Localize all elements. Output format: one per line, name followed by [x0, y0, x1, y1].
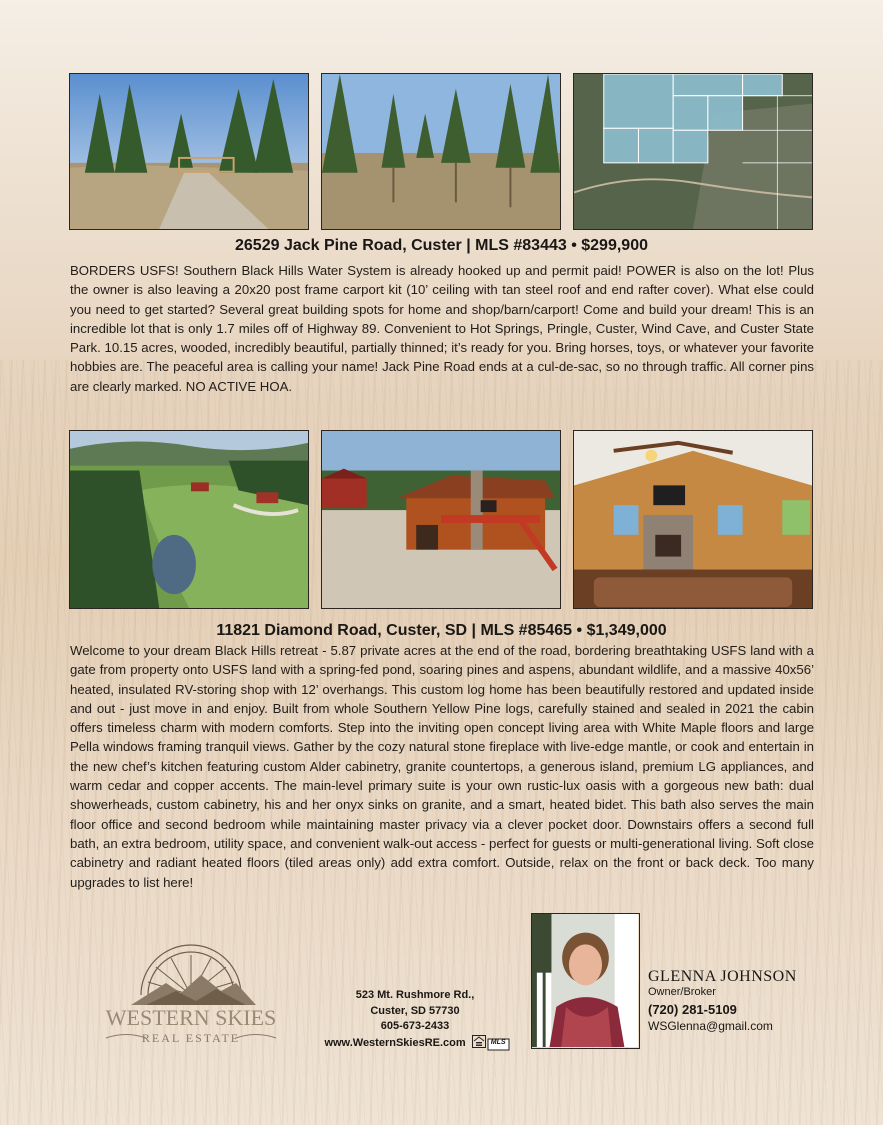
- listing1-photo-trees[interactable]: [321, 73, 561, 230]
- agent-phone[interactable]: (720) 281-5109: [648, 1002, 737, 1017]
- listing1-description: BORDERS USFS! Southern Black Hills Water System is already hooked up and permit paid! POWER is also on the lot! Plus the owner is also leaving a 20x20 post frame carport kit (10’ ceiling with tan steel roof and end rafter cover). What else could you need to get started? Several great building spots for home and shop/barn/carport! Come and build your dream! This is an incredible lot that is only 1.7 miles off of Highway 89. Convenient to Hot Springs, Pringle, Custer, Wind Cave, and Custer State Park. 10.15 acres, wooded, incredibly beautiful, partially thinned; it’s ready for you. Bring horses, toys, or whatever your favorite hobbies are. The peaceful area is calling your name! Jack Pine Road ends at a cul-de-sac, so no through traffic. All corner pins are clearly marked. NO ACTIVE HOA.: [70, 263, 814, 394]
- listing2-photo-house[interactable]: [321, 430, 561, 609]
- listing1-photo-map[interactable]: [573, 73, 813, 230]
- listing2-photo-interior[interactable]: [573, 430, 813, 609]
- logo-line1: WESTERN SKIES: [105, 1005, 277, 1030]
- logo-line2: REAL ESTATE: [141, 1031, 241, 1045]
- agent-role: Owner/Broker: [648, 986, 716, 998]
- mls-icon: MLS: [490, 1038, 506, 1046]
- agent-name: GLENNA JOHNSON: [648, 968, 797, 985]
- agent-email[interactable]: WSGlenna@gmail.com: [648, 1019, 773, 1033]
- listing1-photo-gate[interactable]: [69, 73, 309, 230]
- agent-photo[interactable]: [531, 913, 640, 1049]
- listing1-title: 26529 Jack Pine Road, Custer | MLS #83443 • $299,900: [235, 237, 648, 254]
- western-skies-logo[interactable]: [86, 925, 296, 1055]
- listing2-photo-aerial[interactable]: [69, 430, 309, 609]
- address-line1: 523 Mt. Rushmore Rd.,: [355, 989, 475, 1001]
- brokerage-address: [315, 988, 515, 1051]
- address-line2: Custer, SD 57730: [370, 1004, 460, 1017]
- listing2-title: 11821 Diamond Road, Custer, SD | MLS #85465 • $1,349,000: [216, 622, 667, 639]
- agent-info: [648, 968, 797, 1034]
- listing2-description: Welcome to your dream Black Hills retreat - 5.87 private acres at the end of the road, bordering breathtaking USFS land with a gate from property onto USFS land with a spring-fed pond, soaring pines and aspens, abundant wildlife, and a massive 40x56’ heated, insulated RV-storing shop with 12’ overhangs. This custom log home has been beautifully restored and updated inside and out - just move in and enjoy. Built from whole Southern Yellow Pine logs, carefully stained and sealed in 2021 the cabin offers timeless charm with modern comforts. Step into the inviting open concept living area with White Maple floors and large Pella windows framing tranquil views. Gather by the cozy natural stone fireplace with live-edge mantle, or cook and entertain in the new chef’s kitchen featuring custom Alder cabinetry, granite countertops, a generous island, premium LG appliances, and warm cedar and copper accents. The main-level primary suite is your own rustic-lux oasis with a gorgeous new bath: dual showerheads, custom cabinetry, his and her onyx sinks on granite, and a smart, heated bidet. This bath also serves the main floor office and second bedroom while maintaining master privacy via a clever pocket door. Downstairs offers a second full bath, an extra bedroom, utility space, and convenient walk-out access - perfect for guests or multi-generational living. Soft close cabinetry and radiant heated floors (tiled areas only) add extra comfort. Outside, relax on the front or back deck. Too many upgrades to list here!: [70, 643, 814, 890]
- brokerage-phone: 605-673-2433: [380, 1020, 450, 1032]
- brokerage-website[interactable]: www.WesternSkiesRE.com: [324, 1036, 466, 1049]
- sunburst-logo-icon: [86, 925, 296, 1055]
